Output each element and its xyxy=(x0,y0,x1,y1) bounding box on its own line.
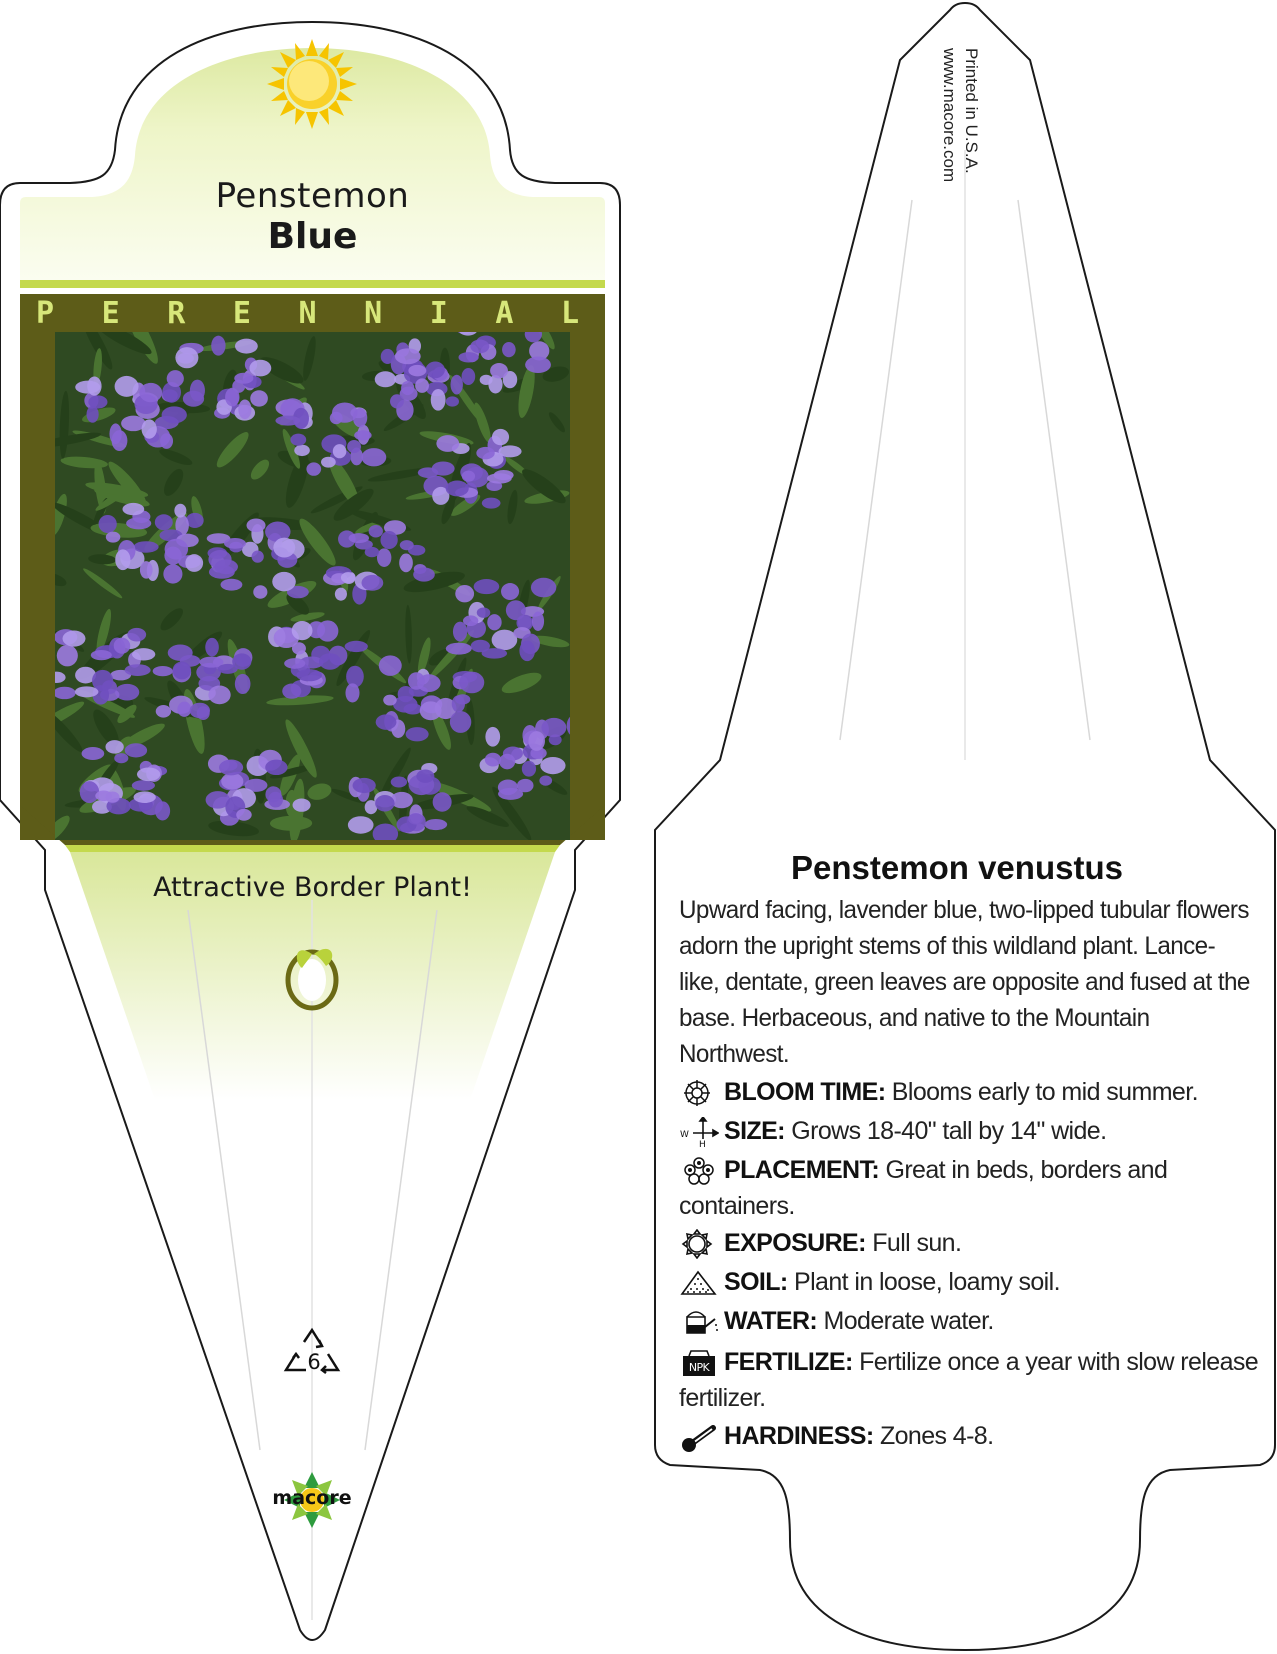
flower-shape xyxy=(175,347,198,368)
flower-shape xyxy=(185,554,203,572)
flower-shape xyxy=(236,809,252,821)
flower-shape xyxy=(446,481,469,497)
flower-shape xyxy=(501,583,519,600)
sun-icon xyxy=(679,1229,719,1259)
common-name: Penstemon xyxy=(215,176,410,216)
attribute-label: BLOOM TIME: xyxy=(724,1078,886,1106)
flower-shape xyxy=(450,711,471,733)
flower-shape xyxy=(354,430,371,440)
attribute-value: Fertilize once a year with slow release fertilizer. xyxy=(679,1348,1259,1412)
category-letter: L xyxy=(560,296,580,331)
flower-shape xyxy=(413,567,435,581)
flower-shape xyxy=(250,390,268,406)
flower-shape xyxy=(459,672,484,694)
attribute-value: Grows 18-40" tall by 14" wide. xyxy=(791,1117,1107,1145)
flower-shape xyxy=(408,672,425,690)
flower-shape xyxy=(345,641,368,652)
flower-shape xyxy=(485,727,500,747)
category-letter: I xyxy=(429,296,448,331)
flower-shape xyxy=(235,674,251,694)
attribute-value: Zones 4-8. xyxy=(879,1422,994,1450)
flower-shape xyxy=(225,388,239,407)
flower-shape xyxy=(156,705,171,718)
flower-shape xyxy=(114,638,131,654)
flower-shape xyxy=(353,408,367,427)
flower-shape xyxy=(273,538,295,558)
flower-shape xyxy=(211,336,225,356)
category-letter: A xyxy=(495,296,514,331)
flower-shape xyxy=(453,622,467,642)
flower-shape xyxy=(265,760,287,775)
flower-shape xyxy=(132,648,155,660)
flower-shape xyxy=(284,658,305,669)
flower-shape xyxy=(369,525,383,538)
flower-shape xyxy=(106,532,121,543)
flower-shape xyxy=(401,381,414,395)
flower-shape xyxy=(390,394,404,408)
flower-shape xyxy=(296,669,322,681)
flower-shape xyxy=(224,538,246,549)
flower-shape xyxy=(125,664,151,676)
flower-shape xyxy=(347,440,361,453)
flower-shape xyxy=(183,391,204,407)
flower-shape xyxy=(380,531,397,549)
attribute-soil xyxy=(679,1264,1264,1300)
flower-shape xyxy=(122,503,144,515)
flower-shape xyxy=(246,519,265,533)
flower-shape xyxy=(362,575,384,591)
flower-shape xyxy=(163,564,182,583)
flower-shape xyxy=(436,435,459,452)
attribute-label: FERTILIZE: xyxy=(724,1348,853,1376)
category-letter: E xyxy=(101,296,120,331)
flower-shape xyxy=(235,339,258,354)
flower-shape xyxy=(335,588,347,601)
flower-shape xyxy=(306,462,321,475)
plant-photo xyxy=(32,300,581,846)
category-label xyxy=(30,296,585,331)
attribute-label: SIZE: xyxy=(724,1117,785,1145)
flower-shape xyxy=(238,400,251,420)
flower-shape xyxy=(408,813,423,824)
flower-shape xyxy=(485,753,501,767)
attribute-water xyxy=(679,1303,1264,1339)
flower-shape xyxy=(377,548,391,567)
flower-shape xyxy=(462,368,476,385)
flower-shape xyxy=(452,695,465,712)
flower-shape xyxy=(105,740,123,753)
flower-shape xyxy=(416,769,434,782)
attribute-label: SOIL: xyxy=(724,1268,788,1296)
flower-shape xyxy=(95,791,112,802)
flower-shape xyxy=(75,686,99,697)
flower-shape xyxy=(168,645,193,661)
thermometer-icon xyxy=(679,1422,719,1452)
flower-shape xyxy=(415,378,429,393)
plant-description: Upward facing, lavender blue, two-lipped tubular flowers adorn the upright stems of this wildland plant. Lance-like, dentate, green leaves are opposite and fused at the base. Herbaceous, and native to the Mountain Northwest. xyxy=(679,896,1250,1068)
flower-shape xyxy=(88,395,107,408)
flower-shape xyxy=(345,683,359,702)
flower-shape xyxy=(133,541,158,552)
flower-shape xyxy=(275,416,300,426)
flower-shape xyxy=(115,376,139,397)
category-letter: P xyxy=(35,296,55,331)
flower-shape xyxy=(139,383,162,402)
flower-shape xyxy=(391,777,407,788)
flower-shape xyxy=(379,655,402,676)
flower-shape xyxy=(498,445,521,457)
flower-shape xyxy=(525,356,551,373)
printed-location: Printed in U.S.A. xyxy=(962,48,981,174)
flower-shape xyxy=(463,615,478,626)
flower-shape xyxy=(99,515,117,533)
flower-shape xyxy=(398,686,414,702)
flower-shape xyxy=(433,792,452,812)
flower-shape xyxy=(221,579,243,591)
attribute-bloom-time xyxy=(679,1074,1264,1110)
flower-shape xyxy=(134,791,156,803)
flower-shape xyxy=(420,701,442,720)
category-letter: N xyxy=(298,296,317,331)
attribute-label: PLACEMENT: xyxy=(724,1156,880,1184)
flower-shape xyxy=(459,352,479,362)
size-icon xyxy=(679,1117,719,1147)
variety-name: Blue xyxy=(267,216,358,257)
flower-shape xyxy=(474,579,500,594)
watering-can-icon xyxy=(679,1307,719,1337)
flower-shape xyxy=(321,457,336,468)
attribute-placement xyxy=(679,1152,1264,1224)
attribute-value: Plant in loose, loamy soil. xyxy=(794,1268,1060,1296)
attribute-value: Full sun. xyxy=(872,1229,962,1257)
flower-shape xyxy=(80,781,99,803)
flower-shape xyxy=(114,753,128,763)
size-icon-w: W xyxy=(680,1130,689,1141)
flower-shape xyxy=(164,547,181,565)
flower-shape xyxy=(399,554,413,573)
flower-shape xyxy=(126,517,151,529)
flower-shape xyxy=(292,621,313,640)
flower-shape xyxy=(383,695,397,706)
category-letter: R xyxy=(167,296,186,331)
flower-shape xyxy=(87,376,101,395)
flower-shape xyxy=(319,653,341,669)
flower-shape xyxy=(115,684,139,701)
flower-shape xyxy=(519,640,535,661)
flower-shape xyxy=(499,754,515,770)
flower-shape xyxy=(341,572,356,583)
flower-shape xyxy=(381,349,395,364)
flower-shape xyxy=(404,704,423,715)
flower-shape xyxy=(208,686,230,705)
flower-shape xyxy=(290,434,306,446)
flower-shape xyxy=(167,370,184,387)
attribute-label: EXPOSURE: xyxy=(724,1229,866,1257)
flower-shape xyxy=(82,747,105,760)
flower-shape xyxy=(482,648,507,659)
flower-shape xyxy=(502,342,516,357)
flower-shape xyxy=(112,430,128,451)
flower-shape xyxy=(490,363,508,378)
flower-shape xyxy=(528,731,545,751)
flower-shape xyxy=(127,628,146,642)
flower-shape xyxy=(57,645,78,667)
printer-website: www.macore.com xyxy=(940,48,959,183)
flower-shape xyxy=(522,761,536,777)
size-icon-h: H xyxy=(699,1140,706,1148)
flower-shape xyxy=(208,550,231,569)
attribute-value: Blooms early to mid summer. xyxy=(891,1078,1198,1106)
tagline: Attractive Border Plant! xyxy=(153,872,472,903)
flower-shape xyxy=(294,445,310,456)
flower-shape xyxy=(190,703,210,719)
npk-icon xyxy=(679,1348,719,1378)
flower-shape xyxy=(53,687,75,699)
flower-shape xyxy=(477,608,491,618)
flower-shape xyxy=(177,702,191,717)
flower-shape xyxy=(482,498,501,509)
category-letter: E xyxy=(232,296,251,331)
flower-shape xyxy=(446,643,472,655)
flower-shape xyxy=(376,714,397,729)
flower-shape xyxy=(272,572,296,592)
flower-shape xyxy=(353,778,376,793)
flower-shape xyxy=(462,471,475,482)
flower-shape xyxy=(173,662,192,680)
flower-shape xyxy=(375,795,395,811)
printer-credit xyxy=(938,48,982,198)
category-letter: N xyxy=(364,296,383,331)
recycle-number: 6 xyxy=(307,1350,321,1374)
flower-shape xyxy=(125,743,147,757)
flower-shape xyxy=(476,447,494,459)
flower-shape xyxy=(142,419,157,438)
flower-shape xyxy=(249,360,271,377)
flower-shape xyxy=(333,444,347,458)
flower-shape xyxy=(480,375,493,385)
bloom-icon xyxy=(679,1078,719,1108)
flower-shape xyxy=(506,600,526,620)
attribute-value: Great in beds, borders and containers. xyxy=(679,1156,1168,1220)
flower-shape xyxy=(492,429,509,445)
flower-shape xyxy=(218,664,238,674)
flower-shape xyxy=(282,684,301,699)
flower-shape xyxy=(317,620,338,641)
flower-shape xyxy=(348,816,374,833)
flower-shape xyxy=(395,348,421,364)
scientific-name: Penstemon venustus xyxy=(791,849,1123,886)
flower-shape xyxy=(162,406,187,423)
sun-icon xyxy=(267,39,357,129)
attribute-hardiness xyxy=(679,1418,1264,1454)
flower-shape xyxy=(137,767,160,781)
flower-shape xyxy=(451,375,463,395)
flower-shape xyxy=(446,396,459,406)
attribute-value: Moderate water. xyxy=(823,1307,994,1335)
flower-shape xyxy=(426,362,445,379)
npk-icon-text: NPK xyxy=(688,1361,710,1375)
flower-shape xyxy=(400,540,414,550)
flower-shape xyxy=(541,718,566,737)
flower-shape xyxy=(361,448,386,466)
flower-shape xyxy=(532,612,544,631)
flower-shape xyxy=(349,533,369,543)
flower-shape xyxy=(153,666,173,676)
flower-shape xyxy=(63,631,86,647)
flower-shape xyxy=(424,819,447,830)
flower-shape xyxy=(408,365,426,376)
flower-shape xyxy=(365,547,379,557)
flower-shape xyxy=(375,371,396,387)
flower-shape xyxy=(517,779,534,792)
flower-shape xyxy=(494,470,514,480)
flower-shape xyxy=(115,549,130,570)
placement-icon xyxy=(679,1156,719,1186)
flower-shape xyxy=(487,614,501,630)
flower-shape xyxy=(140,561,153,578)
flower-shape xyxy=(91,650,112,660)
flower-shape xyxy=(132,780,155,791)
flower-shape xyxy=(431,389,446,411)
soil-icon xyxy=(679,1268,719,1298)
flower-shape xyxy=(234,373,253,384)
flower-shape xyxy=(470,340,489,354)
flower-shape xyxy=(174,504,186,518)
flower-shape xyxy=(221,773,243,790)
flower-shape xyxy=(155,514,173,530)
flower-shape xyxy=(160,433,173,449)
flower-shape xyxy=(252,550,264,562)
flower-shape xyxy=(455,585,474,602)
flower-shape xyxy=(268,792,283,808)
flower-shape xyxy=(219,760,243,776)
attribute-size xyxy=(679,1113,1264,1149)
flower-shape xyxy=(205,638,219,657)
flower-shape xyxy=(540,757,565,774)
attribute-exposure xyxy=(679,1225,1264,1261)
flower-shape xyxy=(253,585,267,599)
flower-shape xyxy=(539,776,552,786)
flower-shape xyxy=(293,798,311,811)
flower-shape xyxy=(406,727,429,741)
attribute-label: WATER: xyxy=(724,1307,818,1335)
brand-name: macore xyxy=(272,1487,352,1509)
flower-shape xyxy=(432,461,455,475)
attribute-label: HARDINESS: xyxy=(724,1422,874,1450)
flower-shape xyxy=(531,578,556,598)
attribute-fertilize xyxy=(679,1344,1264,1416)
